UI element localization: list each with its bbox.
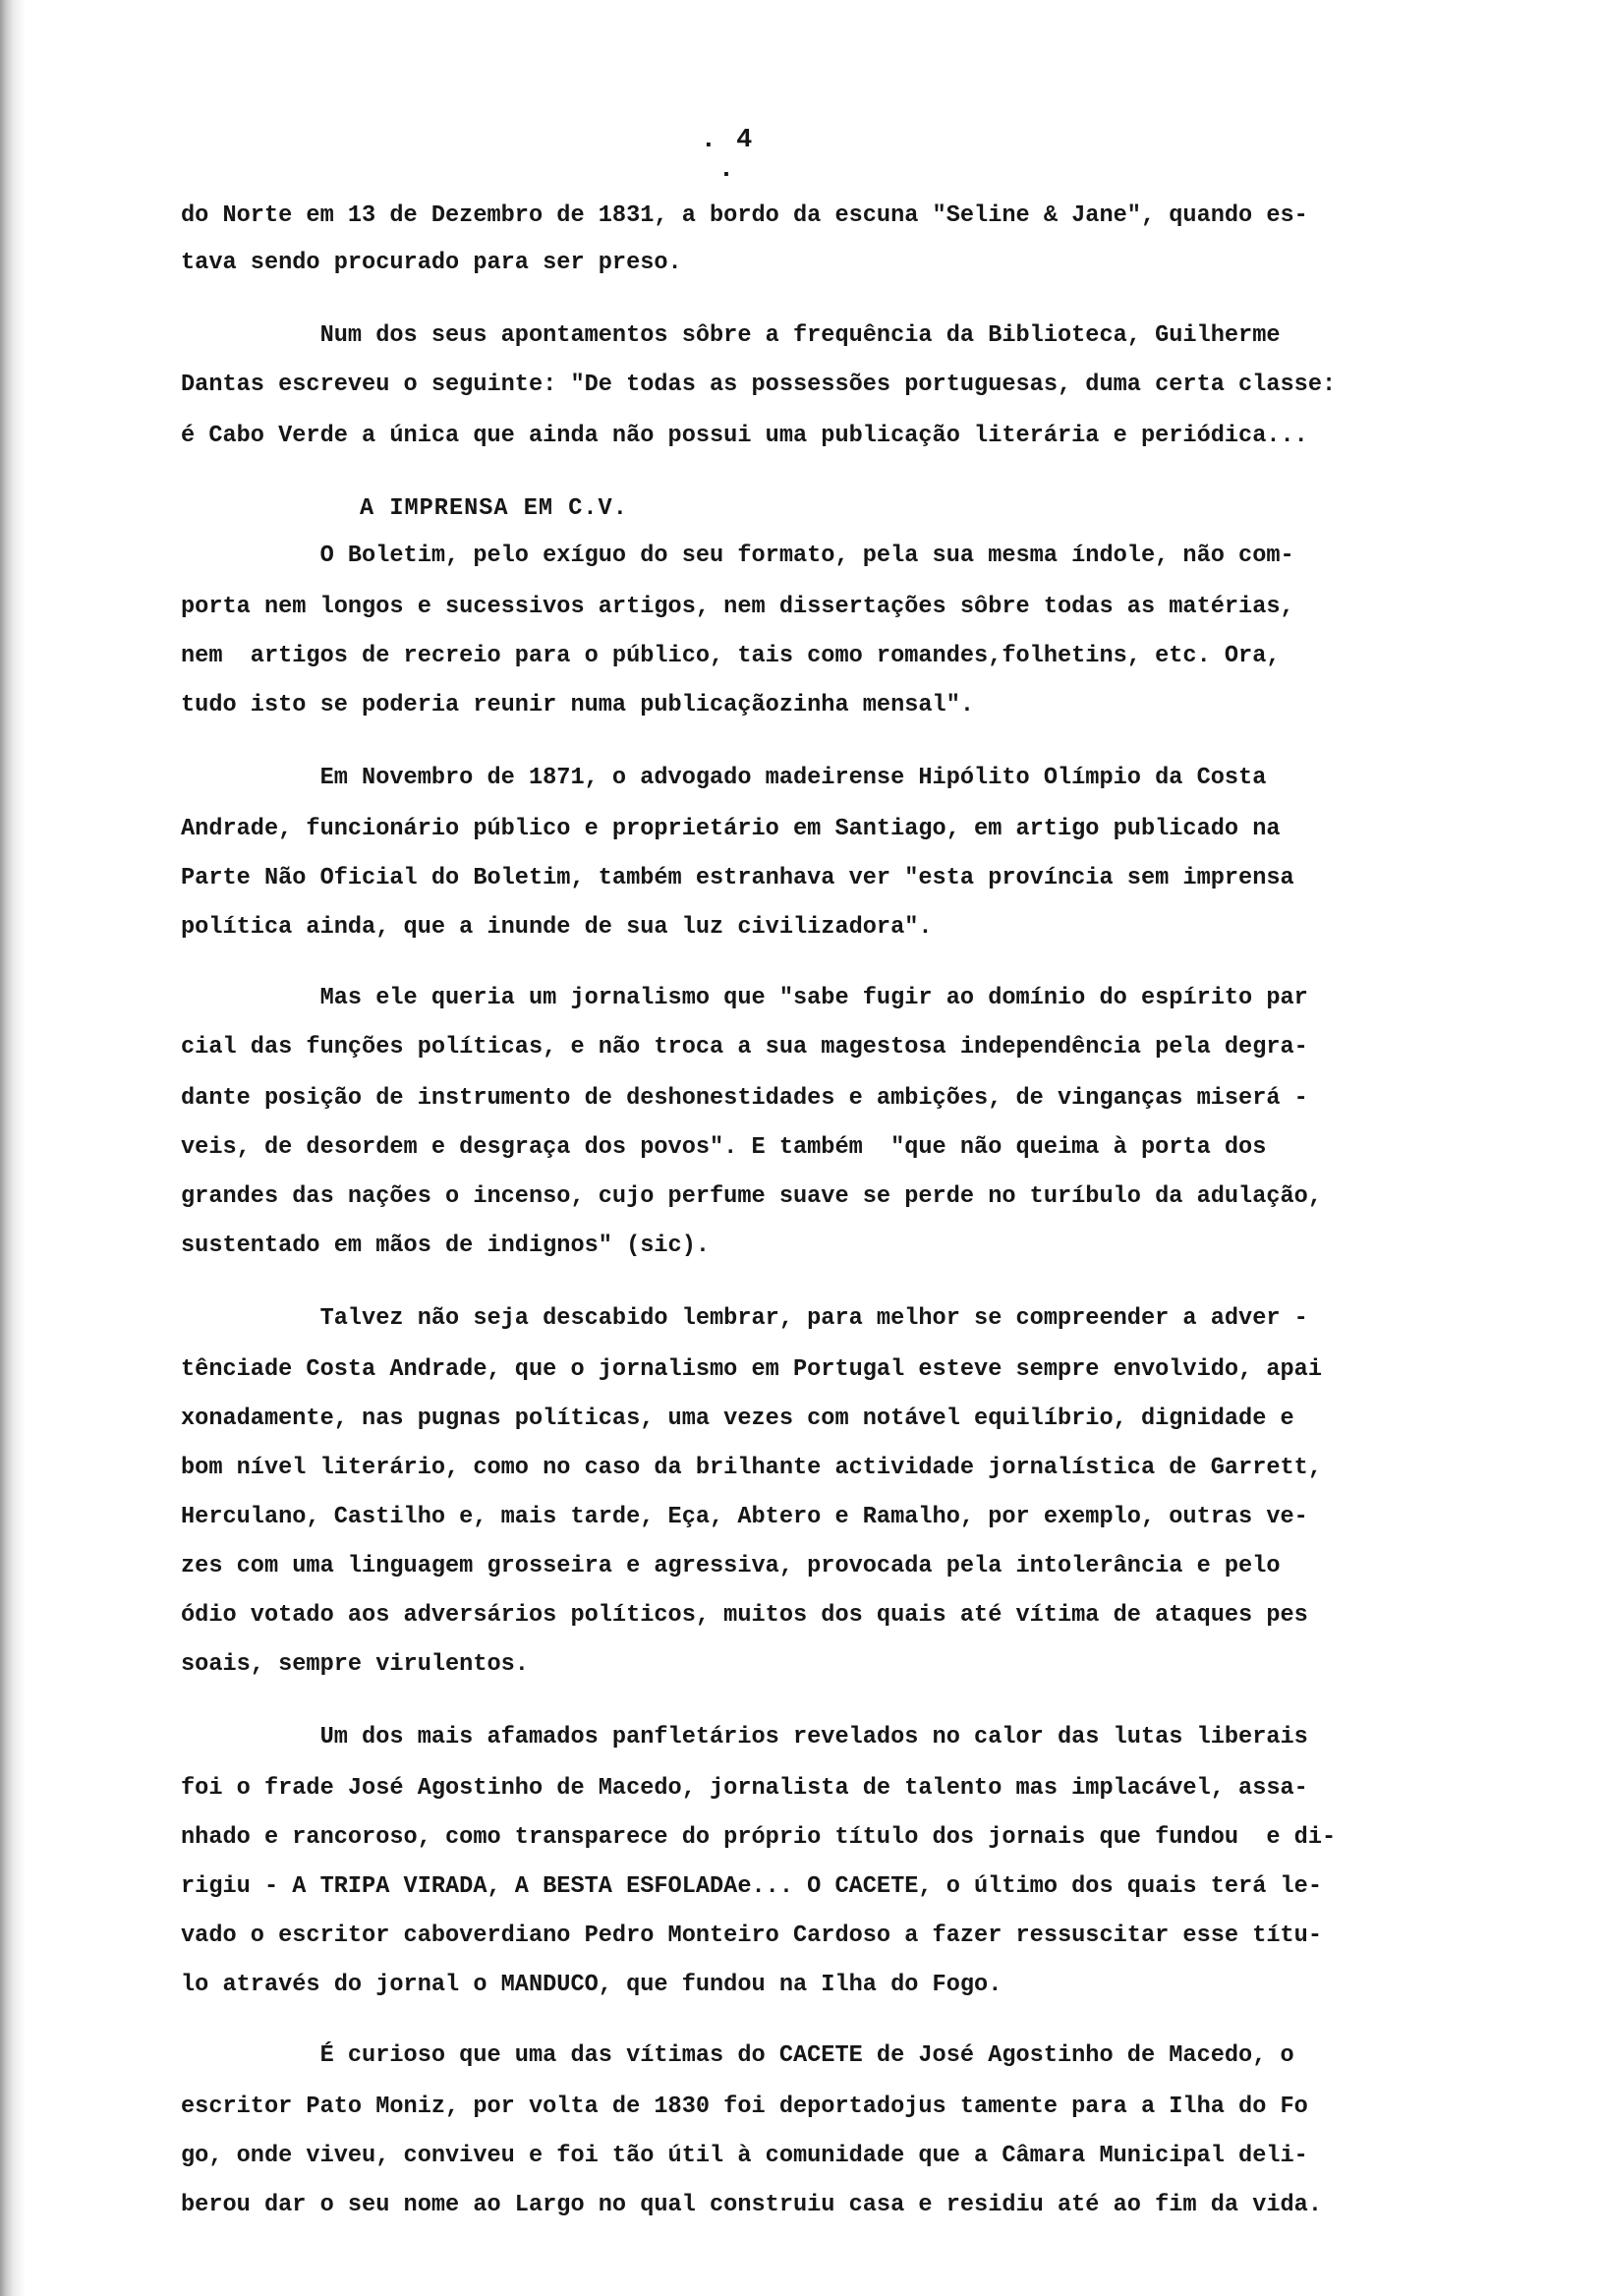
text-line: sustentado em mãos de indignos" (sic).	[181, 1233, 711, 1259]
text-line: xonadamente, nas pugnas políticas, uma vezes com notável equilíbrio, dignidade e	[181, 1406, 1294, 1432]
text-line: vado o escritor caboverdiano Pedro Monteiro Cardoso a fazer ressuscitar esse títu-	[181, 1923, 1323, 1949]
text-line: dante posição de instrumento de deshonestidades e ambições, de vinganças miserá -	[181, 1085, 1308, 1112]
page-number: . 4 .	[700, 126, 755, 185]
text-line: do Norte em 13 de Dezembro de 1831, a bordo da escuna "Seline & Jane", quando es-	[181, 202, 1308, 229]
text-line: Num dos seus apontamentos sôbre a frequência da Biblioteca, Guilherme	[181, 322, 1281, 349]
text-line: nem artigos de recreio para o público, tais como romandes,folhetins, etc. Ora,	[181, 643, 1281, 669]
text-line: soais, sempre virulentos.	[181, 1651, 529, 1678]
text-line: É curioso que uma das vítimas do CACETE de José Agostinho de Macedo, o	[181, 2042, 1294, 2069]
text-line: Dantas escreveu o seguinte: "De todas as possessões portuguesas, duma certa classe:	[181, 372, 1337, 398]
text-line: foi o frade José Agostinho de Macedo, jornalista de talento mas implacável, assa-	[181, 1775, 1308, 1802]
scan-edge-shadow	[0, 0, 26, 2296]
text-line: Talvez não seja descabido lembrar, para melhor se compreender a adver -	[181, 1305, 1308, 1332]
text-line: berou dar o seu nome ao Largo no qual construiu casa e residiu até ao fim da vida.	[181, 2192, 1323, 2218]
text-line: O Boletim, pelo exíguo do seu formato, pela sua mesma índole, não com-	[181, 543, 1294, 569]
text-line: veis, de desordem e desgraça dos povos". E também "que não queima à porta dos	[181, 1134, 1267, 1161]
text-line: zes com uma linguagem grosseira e agressiva, provocada pela intolerância e pelo	[181, 1553, 1281, 1579]
text-line: política ainda, que a inunde de sua luz civilizadora".	[181, 914, 933, 941]
text-line: go, onde viveu, conviveu e foi tão útil à comunidade que a Câmara Municipal deli-	[181, 2143, 1308, 2169]
text-line: Herculano, Castilho e, mais tarde, Eça, Abtero e Ramalho, por exemplo, outras ve-	[181, 1504, 1308, 1530]
text-line: Andrade, funcionário público e proprietário em Santiago, em artigo publicado na	[181, 816, 1281, 842]
text-line: tudo isto se poderia reunir numa publicaçãozinha mensal".	[181, 692, 975, 718]
text-line: tênciade Costa Andrade, que o jornalismo em Portugal esteve sempre envolvido, apai	[181, 1356, 1323, 1383]
text-line: Mas ele queria um jornalismo que "sabe fugir ao domínio do espírito par	[181, 985, 1308, 1011]
text-line: lo através do jornal o MANDUCO, que fundou na Ilha do Fogo.	[181, 1972, 1002, 1998]
text-line: bom nível literário, como no caso da brilhante actividade jornalística de Garrett,	[181, 1455, 1323, 1481]
text-line: cial das funções políticas, e não troca a sua magestosa independência pela degra-	[181, 1034, 1308, 1061]
text-line: grandes das nações o incenso, cujo perfume suave se perde no turíbulo da adulação,	[181, 1183, 1323, 1210]
text-line: rigiu - A TRIPA VIRADA, A BESTA ESFOLADAe... O CACETE, o último dos quais terá le-	[181, 1873, 1323, 1900]
text-line: ódio votado aos adversários políticos, muitos dos quais até vítima de ataques pes	[181, 1602, 1308, 1629]
text-line: nhado e rancoroso, como transparece do próprio título dos jornais que fundou e di-	[181, 1824, 1337, 1851]
text-line: tava sendo procurado para ser preso.	[181, 250, 682, 276]
text-line: Parte Não Oficial do Boletim, também estranhava ver "esta província sem imprensa	[181, 865, 1294, 891]
section-heading: A IMPRENSA EM C.V.	[360, 495, 628, 522]
text-line: porta nem longos e sucessivos artigos, nem dissertações sôbre todas as matérias,	[181, 594, 1294, 620]
text-line: escritor Pato Moniz, por volta de 1830 foi deportadojus tamente para a Ilha do Fo	[181, 2094, 1308, 2120]
text-line: é Cabo Verde a única que ainda não possui uma publicação literária e periódica...	[181, 423, 1308, 449]
text-line: Em Novembro de 1871, o advogado madeirense Hipólito Olímpio da Costa	[181, 765, 1267, 791]
text-line: Um dos mais afamados panfletários revelados no calor das lutas liberais	[181, 1724, 1308, 1751]
